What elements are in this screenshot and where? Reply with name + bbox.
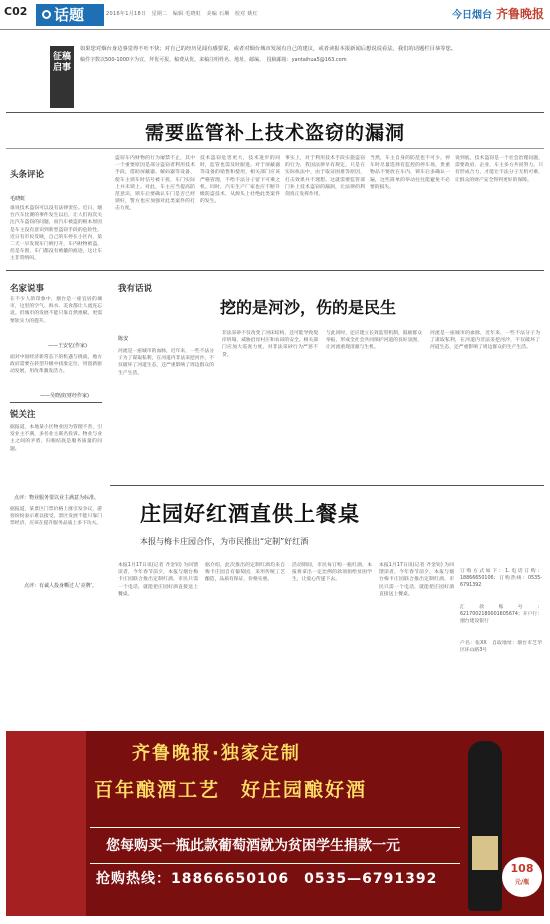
article3-title: 庄园好红酒直供上餐桌 (140, 502, 360, 526)
sidebar2-sig2: 点评：有诚人投身嘶过人‘亮牌’。 (24, 583, 98, 589)
solicit-label: 征稿启事 (50, 46, 74, 108)
article2-col1: 河流是一座城市的血脉，近年来，一些不法分子为了谋取私利，在河道内非法采挖河沙，不仅破坏了河道生态，还严重影响了周边群众的生产生活。 (118, 349, 214, 376)
article3-col4: 本报1月17日讯(记者 齐金钊) 为回馈读者，今年春节前夕，本报与烟台梅卡庄园联合推出定制红酒，市民只需一个电话，就能把庄园好酒直接送上餐桌。 (379, 563, 454, 597)
article2-author: 陈安 (118, 336, 129, 342)
article3-col5: 汇款账号：6217002180001605674；开户行：烟台建设银行 (460, 605, 542, 625)
wine-bottle-image (468, 741, 502, 911)
article3-col2: 据介绍，此次推出的定制红酒均来自梅卡庄园自有葡萄园，采用传统工艺酿造，品质有保证，价格实惠。 (205, 563, 285, 583)
bottle-label (472, 836, 498, 870)
sidebar1-section: 名家说事 (10, 284, 45, 294)
article2-col3: 与此同时，还应建立长效监管机制，鼓励群众举报，形成全社会共同保护河道的良好氛围，让河流重现清澈与生机。 (326, 331, 422, 351)
ad-title: 齐鲁晚报·独家定制 (132, 743, 301, 764)
header-meta: 2016年1月18日 星期二 编辑 毛晓虹 美编 石琳 校对 姚红 (106, 11, 258, 17)
article3-col4b: 订购方式如下：1.电话订购：18866650106；订购热线：0535-6791392 (460, 569, 542, 589)
article2-col2: 非法采砂不仅改变了河床结构，还可能导致堤岸坍塌，威胁沿岸村庄和农田的安全。相关部门应加大巡查力度，对非法采砂行为严惩不贷。 (222, 331, 318, 358)
page-header (0, 0, 550, 30)
price-badge (502, 857, 542, 897)
sidebar1-text2: 面对中国经济新常态下的机遇与挑战，地方政府需要在转型升级中找准定位，用创新驱动发展，用改革激发活力。 (10, 355, 102, 375)
sidebar2-section: 锐关注 (10, 410, 36, 420)
article3-deck: 本报与梅卡庄园合作，为市民推出“定制”好红酒 (140, 537, 309, 546)
column-name: 话题 (54, 6, 85, 24)
solicit-text: 如果您对烟台身边事觉得不吐不快；对自己的经历见闻有感要说，或者对烟台城市发展有自己的建议，或者读报本报新闻后想说说看法，我们的话题栏目恭等您。 (80, 46, 457, 52)
divider (6, 148, 544, 149)
article1-col4: 事实上，对于利用技术手段实施盗窃的行为，我国法律早有规定，只是在实际执法中，由于取证困难等原因，打击效果并不理想。这就需要监管部门补上技术盗窃的漏洞，让法律的利剑真正发挥作用。 (285, 156, 365, 198)
ad-slogan: 百年酿酒工艺 好庄园酿好酒 (94, 779, 368, 801)
page-number: C02 (4, 5, 28, 18)
sidebar2-sig: 点评：物业服务要以业主满意为标准。 (14, 495, 100, 501)
article3-col6: 户名：张XX 自取地址：烟台市芝罘区环山路3号 (460, 641, 542, 654)
article1-col3: 技术盗窃危害更大，技术进步的同时，监管也需及时跟进。对于屏蔽器等设备的销售和使用，相关部门应该严格管理，不给不法分子留下可乘之机。同时，汽车生产厂家也应不断升级防盗技术，从源头上杜绝此类案件的发生。 (200, 156, 280, 205)
ad-rule (90, 827, 460, 828)
article3-col3: 活动期间，市民每订购一瓶红酒，本报将拿出一定比例的款项捐给贫困学生，让爱心传递下去。 (292, 563, 372, 583)
article1-col5: 当然，车主自身的防范也不可少。停车时尽量选择有监控的停车场，贵重物品不要放在车内，锁车后多确认一遍，这些简单的举动往往能避免不必要的损失。 (370, 156, 450, 190)
sidebar2-text2: 据报道，某景区门票价格上涨引发争议，游客纷纷表示难以接受。景区发展不能只靠门票经济，应该在提升服务品质上多下功夫。 (10, 507, 102, 527)
article3-col1: 本报1月17日讯(记者 齐金钊) 为回馈读者，今年春节前夕，本报与烟台梅卡庄园联合推出定制红酒，市民只需一个电话，就能把庄园好酒直接送上餐桌。 (118, 563, 198, 597)
ad-hotline: 抢购热线：18866650106 0535—6791392 (96, 871, 438, 887)
article2-title: 挖的是河沙，伤的是民生 (220, 298, 397, 317)
article1-col1: 谁说技术盗窃可以没有法律责任。近日，烟台汽车比赛的事件发生以后，让人们再次关注汽车盗窃的问题，而汽车被盗的根本原因是车主没有意识到新型盗窃手段的危险性。近日有市民反映，自己的车停在小区内，第二天一早发现车门被打开，车内财物被盗，但是车窗、车门都没有被撬的痕迹，这让车主非常纳闷。 (10, 206, 102, 262)
article1-title: 需要监管补上技术盗窃的漏洞 (144, 122, 405, 144)
column-badge (36, 4, 104, 26)
article1-author: 毛晓虹 (10, 196, 26, 202)
wine-advertisement[interactable] (6, 731, 544, 916)
divider (6, 112, 544, 113)
divider (6, 270, 544, 271)
article2-col4: 河流是一座城市的血脉，近年来，一些不法分子为了谋取私利，在河道内非法采挖河沙，不仅破坏了河道生态，还严重影响了周边群众的生产生活。 (430, 331, 540, 351)
ad-rule (90, 863, 460, 864)
article1-col2: 盗窃车内财物的行为屡禁不止，其中一个重要原因是部分盗窃者利用技术手段，借助屏蔽器、解码器等设备，使车主锁车时信号被干扰，车门实际上并未锁上。对此，车主应当提高防范意识，锁车后要确认车门是否已经锁好，警方也应加强对此类案件的打击力度。 (115, 156, 195, 212)
divider (10, 402, 102, 403)
article1-col6: 说到底，技术盗窃是一个社会治理问题，需要政府、企业、车主多方共同努力。只有形成合力，才能让不法分子无机可乘，让群众的财产安全得到更好的保障。 (455, 156, 543, 183)
price-unit: 元/瓶 (514, 879, 530, 886)
circle-icon (42, 10, 51, 19)
sidebar1-sig1: ——王安忆(作家) (48, 343, 87, 349)
brand-logo: 齐鲁晚报 (495, 7, 544, 21)
edition-name: 今日烟台 (451, 10, 492, 21)
ad-photo (6, 731, 86, 916)
solicit-contact: 稿件字数以500-1000字为宜，拜优可报，稿费从优。来稿注明姓名、地址、邮编。 投稿邮箱：yantaihua5@163.com (80, 57, 347, 63)
solicit-box (80, 45, 540, 107)
article1-section: 头条评论 (10, 170, 45, 180)
sidebar2-text: 据报道，本地某小区物业因为管理不善，引发业主不满，多名业主联名投诉。物业与业主之间的矛盾，归根结底是服务质量的问题。 (10, 425, 102, 452)
sidebar1-sig2: ——吴晓波(财经作家) (40, 393, 89, 399)
article2-section: 我有话说 (118, 284, 153, 294)
divider (110, 485, 544, 486)
sidebar1-text: 在不少人的印象中，烟台是一座宜居的城市，这里的空气、海水、美食都让人流连忘返。但城市的发展不能只靠自然禀赋，更需要软实力的提升。 (10, 297, 102, 324)
price-value: 108 (510, 862, 534, 875)
header-brand (452, 5, 544, 22)
ad-donate: 您每购买一瓶此款葡萄酒就为贫困学生捐款一元 (106, 838, 400, 854)
